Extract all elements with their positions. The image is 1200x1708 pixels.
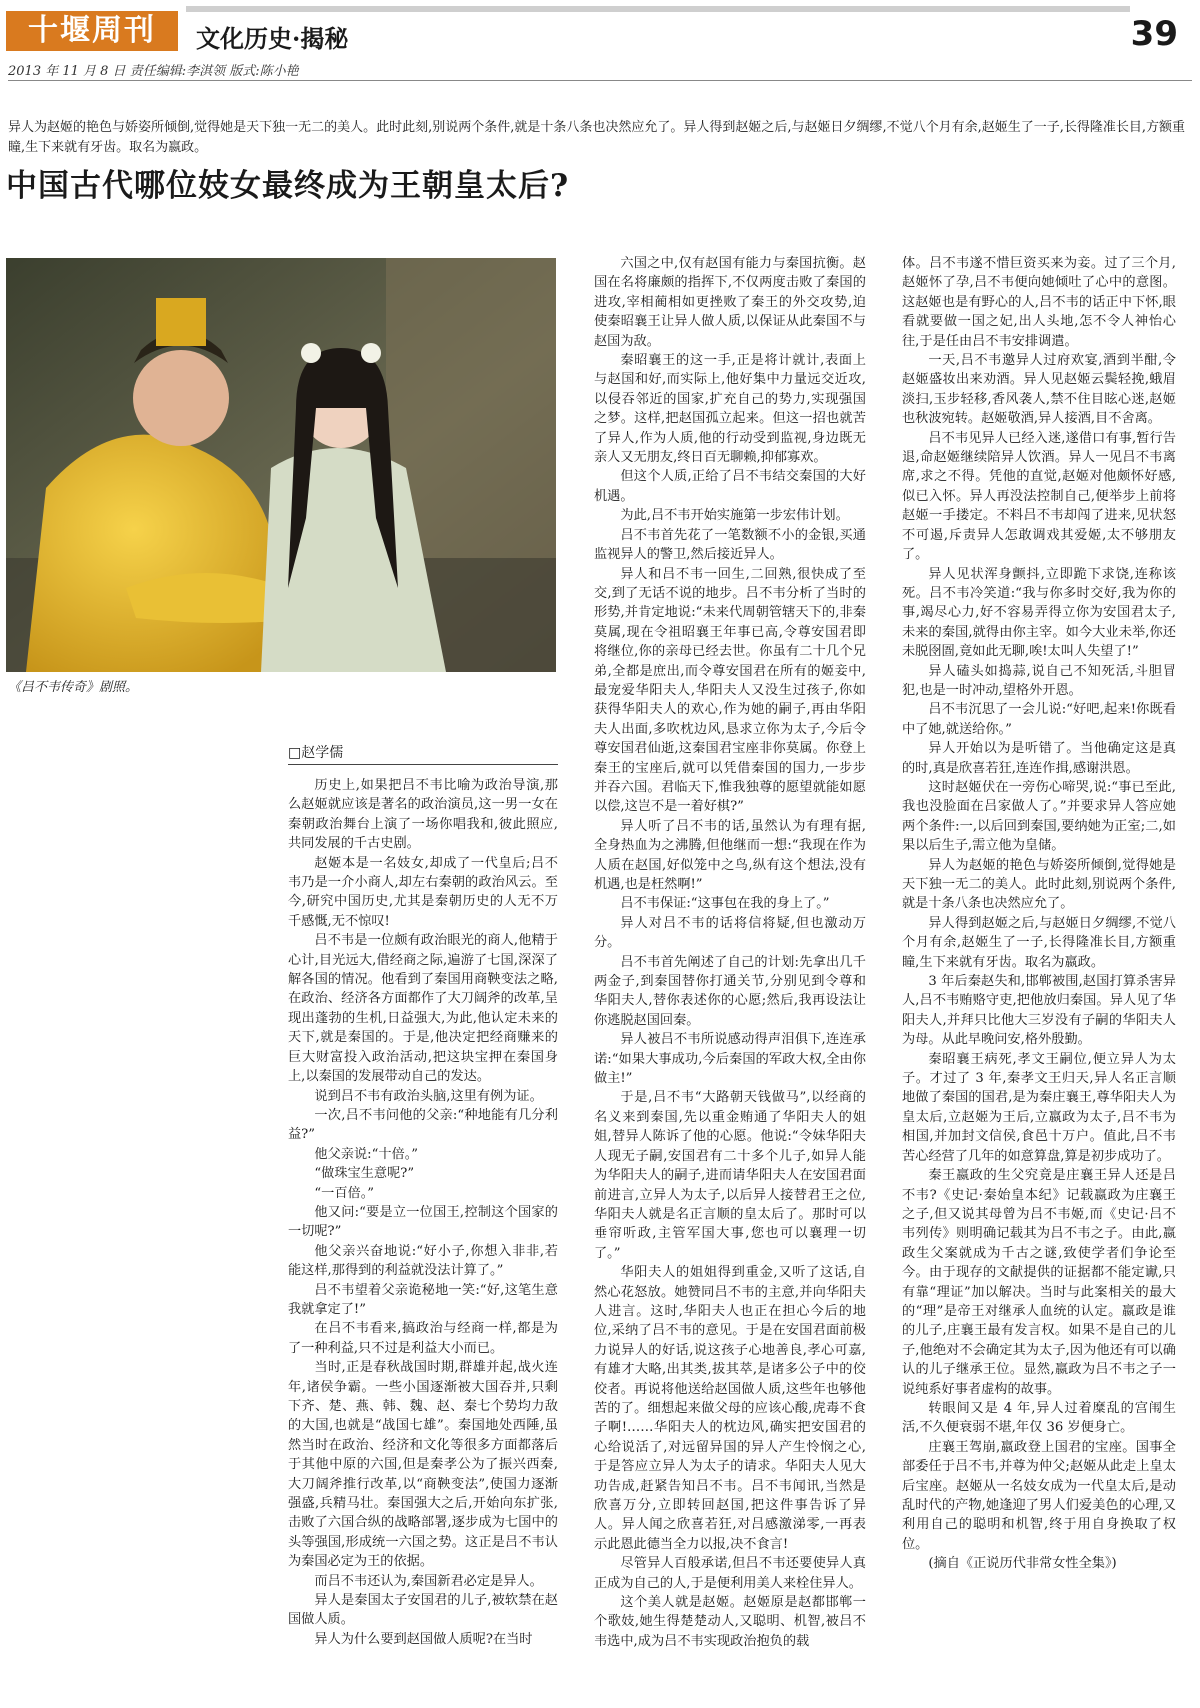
paragraph: 吕不韦首先阐述了自己的计划:先拿出几千两金子,到秦国替你打通关节,分别见到令尊和华阳夫人,替你表述你的心愿;然后,我再设法让你逃脱赵国回秦。 [594, 954, 866, 1028]
article-column-2 [594, 254, 866, 1704]
paragraph: 异人和吕不韦一回生,二回熟,很快成了至交,到了无话不说的地步。吕不韦分析了当时的形势,并肯定地说:“未来代周朝管辖天下的,非秦莫属,现在令祖昭襄王年事已高,令尊安国君即将继位,你的亲母已经去世。你虽有二十几个兄弟,全都是庶出,而令尊安国君在所有的姬妾中,最宠爱华阳夫人,华阳夫人又没生过孩子,你如获得华阳夫人的欢心,作为她的嗣子,再由华阳夫人出面,多吹枕边风,恳求立你为太子,今后令尊安国君仙逝,这秦国君宝座非你莫属。你登上秦王的宝座后,就可以凭借秦国的国力,一步步并吞六国。君临天下,惟我独尊的愿望就能如愿以偿,这岂不是一着好棋?” [594, 566, 866, 815]
source-note: (摘自《正说历代非常女性全集》) [928, 1556, 1117, 1572]
paragraph: 于是,吕不韦“大路朝天钱做马”,以经商的名义来到秦国,先以重金贿通了华阳夫人的姐姐,替异人陈诉了他的心愿。他说:“令妹华阳夫人现无子嗣,安国君有二十多个儿子,如异人能为华阳夫人的嗣子,进而请华阳夫人在安国君面前进言,立异人为太子,以后异人接替君王之位,华阳夫人就是名正言顺的皇太后了。那时可以垂帘听政,主管军国大事,您也可以襄理一切了。” [594, 1090, 866, 1261]
header-rule [186, 6, 1130, 12]
headline: 中国古代哪位妓女最终成为王朝皇太后? [6, 168, 570, 204]
article-column-1 [288, 776, 558, 1704]
paragraph: 一天,吕不韦邀异人过府欢宴,酒到半酣,令赵姬盛妆出来劝酒。异人见赵姬云鬓轻挽,蛾眉淡扫,玉步轻移,香风袭人,禁不住目眩心迷,赵姬也秋波宛转。赵姬敬酒,异人接酒,目不舍离。 [902, 353, 1176, 427]
paragraph: 异人是秦国太子安国君的儿子,被软禁在赵国做人质。 [288, 1593, 558, 1628]
drama-still-photo [6, 258, 556, 672]
paragraph: 他父亲兴奋地说:“好小子,你想入非非,若能这样,那得到的利益就没法计算了。” [288, 1243, 558, 1279]
paragraph: 但这个人质,正给了吕不韦结交秦国的大好机遇。 [594, 469, 866, 504]
paragraph: 这个美人就是赵姬。赵姬原是赵都邯郸一个歌妓,她生得楚楚动人,又聪明、机智,被吕不韦选中,成为吕不韦实现政治抱负的载 [594, 1595, 866, 1649]
paragraph: 一次,吕不韦问他的父亲:“种地能有几分利益?” [288, 1107, 558, 1143]
paragraph: 秦昭襄王病死,孝文王嗣位,便立异人为太子。才过了 3 年,秦孝文王归天,异人名正言顺地做了秦国的国君,是为秦庄襄王,尊华阳夫人为皇太后,立赵姬为王后,立嬴政为太子,吕不韦为相国,并加封文信侯,食邑十万户。值此,吕不韦苦心经营了几年的如意算盘,算是初步成功了。 [902, 1051, 1176, 1164]
page-number: 39 [1130, 14, 1178, 54]
article-column-3 [902, 254, 1176, 1704]
paragraph: 当时,正是春秋战国时期,群雄并起,战火连年,诸侯争霸。一些小国逐渐被大国吞并,只剩下齐、楚、燕、韩、魏、赵、秦七个势均力敌的大国,也就是“战国七雄”。秦国地处西陲,虽然当时在政治、经济和文化等很多方面都落后于其他中原的六国,但是秦孝公为了振兴西秦,大刀阔斧推行改革,以“商鞅变法”,使国力逐渐强盛,兵精马壮。秦国强大之后,开始向东扩张,击败了六国合纵的战略部署,逐步成为七国中的头等强国,形成统一六国之势。这正是吕不韦认为秦国必定为王的依据。 [288, 1360, 558, 1570]
paragraph: 异人对吕不韦的话将信将疑,但也激动万分。 [594, 915, 866, 951]
paragraph: 秦王嬴政的生父究竟是庄襄王异人还是吕不韦?《史记·秦始皇本纪》记载嬴政为庄襄王之子,但又说其母曾为吕不韦姬,而《史记·吕不韦列传》则明确记载其为吕不韦之子。由此,嬴政生父案就成为千古之谜,致使学者们争论至今。由于现存的文献提供的证据都不能定谳,只有靠“理证”加以解决。当时与此案相关的最大的“理”是帝王对继承人血统的认定。嬴政是谁的儿子,庄襄王最有发言权。如果不是自己的儿子,他绝对不会确定其为太子,因为他还有可以确认的儿子继承王位。显然,嬴政为吕不韦之子一说纯系好事者虚构的故事。 [902, 1168, 1176, 1397]
paragraph: 为此,吕不韦开始实施第一步宏伟计划。 [620, 508, 849, 524]
paragraph: 异人见状浑身颤抖,立即跪下求饶,连称该死。吕不韦冷笑道:“我与你多时交好,我为你的事,竭尽心力,好不容易弄得立你为安国君太子,未来的秦国,就得由你主宰。如今大业未举,你还未脱囹圄,竟如此无聊,唉!太叫人失望了!” [902, 566, 1176, 660]
masthead [0, 0, 1200, 62]
paragraph: 庄襄王驾崩,嬴政登上国君的宝座。国事全部委任于吕不韦,并尊为仲父;赵姬从此走上皇太后宝座。赵姬从一名妓女成为一代皇太后,是动乱时代的产物,她逢迎了男人们爱美色的心理,又利用自己的聪明和机智,终于用自身换取了权位。 [902, 1439, 1176, 1552]
section-title: 文化历史·揭秘 [196, 24, 349, 53]
paragraph: 吕不韦是一位颇有政治眼光的商人,他精于心计,目光远大,借经商之际,遍游了七国,深深了解各国的情况。他看到了秦国用商鞅变法之略,在政治、经济各方面都作了大刀阔斧的改革,呈现出蓬勃的生机,日益强大,为此,他认定未来的天下,就是秦国的。于是,他决定把经商赚来的巨大财富投入政治活动,把这块宝押在秦国身上,以秦国的发展带动自己的发达。 [288, 933, 558, 1085]
intro-paragraph: 异人为赵姬的艳色与娇姿所倾倒,觉得她是天下独一无二的美人。此时此刻,别说两个条件,就是十条八条也决然应允了。异人得到赵姬之后,与赵姬日夕绸缪,不觉八个月有余,赵姬生了一子,长得隆准长目,方额重瞳,生下来就有牙齿。取名为嬴政。 [8, 120, 1186, 155]
paragraph: 吕不韦望着父亲诡秘地一笑:“好,这笔生意我就拿定了!” [288, 1282, 558, 1317]
paragraph: 尽管异人百般承诺,但吕不韦还要使异人真正成为自己的人,于是便利用美人来栓住异人。 [594, 1556, 866, 1591]
divider [8, 80, 1192, 81]
paragraph: 历史上,如果把吕不韦比喻为政治导演,那么赵姬就应该是著名的政治演员,这一男一女在秦朝政治舞台上演了一场你唱我和,彼此照应,共同发展的千古史剧。 [288, 778, 558, 852]
paragraph: 3 年后秦赵失和,邯郸被围,赵国打算杀害异人,吕不韦贿赂守吏,把他放归秦国。异人见了华阳夫人,并拜只比他大三岁没有子嗣的华阳夫人为母。从此早晚问安,格外殷勤。 [902, 974, 1176, 1048]
paragraph: 体。吕不韦遂不惜巨资买来为妾。过了三个月,赵姬怀了孕,吕不韦便向她倾吐了心中的意图。这赵姬也是有野心的人,吕不韦的话正中下怀,眼看就要做一国之妃,出人头地,怎不令人神怡心往,于是任由吕不韦安排调遣。 [902, 256, 1176, 349]
paragraph: 他又问:“要是立一位国王,控制这个国家的一切呢?” [288, 1204, 558, 1240]
paragraph: 说到吕不韦有政治头脑,这里有例为证。 [314, 1088, 543, 1104]
paragraph: 异人得到赵姬之后,与赵姬日夕绸缪,不觉八个月有余,赵姬生了一子,长得隆准长目,方额重瞳,生下来就有牙齿。取名为嬴政。 [902, 915, 1176, 970]
photo-caption: 《吕不韦传奇》剧照。 [8, 680, 139, 695]
paragraph: 而吕不韦还认为,秦国新君必定是异人。 [314, 1573, 543, 1589]
paragraph: 华阳夫人的姐姐得到重金,又听了这话,自然心花怒放。她赞同吕不韦的主意,并向华阳夫人进言。这时,华阳夫人也正在担心今后的地位,采纳了吕不韦的意见。于是在安国君面前极力说异人的好话,说这孩子心地善良,孝心可嘉,有雄才大略,出其类,拔其萃,是诸多公子中的佼佼者。再说将他送给赵国做人质,这些年也够他苦的了。细想起来做父母的应该心酸,虎毒不食子啊!……华阳夫人的枕边风,确实把安国君的心给说活了,对远留异国的异人产生怜悯之心,于是答应立异人为太子的请求。华阳夫人见大功告成,赶紧告知吕不韦。吕不韦闻讯,当然是欣喜万分,立即转回赵国,把这件事告诉了异人。异人闻之欣喜若狂,对吕感激涕零,一再表示此恩此德当全力以报,决不食言! [594, 1265, 866, 1552]
paragraph: 异人磕头如捣蒜,说自己不知死活,斗胆冒犯,也是一时冲动,望格外开恩。 [902, 663, 1176, 698]
paragraph: 这时赵姬伏在一旁伤心啼哭,说:“事已至此,我也没脸面在吕家做人了。”并要求异人答应她两个条件:一,以后回到秦国,要纳她为正室;二,如果以后生子,需立他为皇储。 [902, 779, 1176, 854]
paragraph: 吕不韦首先花了一笔数额不小的金银,买通监视异人的警卫,然后接近异人。 [594, 527, 866, 563]
paragraph: 吕不韦保证:“这事包在我的身上了。” [620, 896, 830, 912]
paragraph: 赵姬本是一名妓女,却成了一代皇后;吕不韦乃是一介小商人,却左右秦朝的政治风云。至今,研究中国历史,尤其是秦朝历史的人无不万千感慨,无不惊叹! [288, 855, 558, 929]
paragraph: 异人为什么要到赵国做人质呢?在当时 [314, 1631, 533, 1647]
paragraph: 在吕不韦看来,搞政治与经商一样,都是为了一种利益,只不过是利益大小而已。 [288, 1321, 558, 1356]
paragraph: 吕不韦沉思了一会儿说:“好吧,起来!你既看中了她,就送给你。” [902, 702, 1176, 737]
dateline: 2013 年 11 月 8 日 责任编辑:李淇领 版式:陈小艳 [8, 64, 299, 79]
paragraph: 异人被吕不韦所说感动得声泪俱下,连连承诺:“如果大事成功,今后秦国的军政大权,全由你做主!” [594, 1032, 866, 1087]
paragraph: 转眼间又是 4 年,异人过着糜乱的宫闱生活,不久便衰弱不堪,年仅 36 岁便身亡。 [902, 1400, 1176, 1436]
photo-illustration [6, 258, 556, 672]
byline: □赵学儒 [288, 742, 558, 765]
paragraph: 异人为赵姬的艳色与娇姿所倾倒,觉得她是天下独一无二的美人。此时此刻,别说两个条件,就是十条八条也决然应允了。 [902, 857, 1176, 912]
paragraph: “一百倍。” [314, 1185, 375, 1201]
paragraph: 异人听了吕不韦的话,虽然认为有理有据,全身热血为之沸腾,但他继而一想:“我现在作为人质在赵国,好似笼中之鸟,纵有这个想法,没有机遇,也是枉然啊!” [594, 818, 866, 892]
paragraph: 吕不韦见异人已经入迷,遂借口有事,暂行告退,命赵姬继续陪异人饮酒。异人一见吕不韦离席,求之不得。凭他的直觉,赵姬对他颇怀好感,似已入怀。异人再没法控制自己,便举步上前将赵姬一手搂定。不料吕不韦却闯了进来,见状怒不可遏,斥责异人怎敢调戏其爱姬,太不够朋友了。 [902, 430, 1176, 563]
paragraph: “做珠宝生意呢?” [314, 1166, 415, 1182]
paragraph: 六国之中,仅有赵国有能力与秦国抗衡。赵国在名将廉颇的指挥下,不仅两度击败了秦国的进攻,宰相蔺相如更挫败了秦王的外交攻势,迫使秦昭襄王让异人做人质,以保证从此秦国不与赵国为敌。 [594, 256, 866, 349]
paragraph: 异人开始以为是听错了。当他确定这是真的时,真是欣喜若狂,连连作揖,感谢洪恩。 [902, 741, 1176, 776]
paragraph: 他父亲说:“十倍。” [314, 1146, 419, 1162]
brand-logo: 十堰周刊 [6, 11, 178, 51]
paragraph: 秦昭襄王的这一手,正是将计就计,表面上与赵国和好,而实际上,他好集中力量远交近攻,以侵吞邻近的国家,扩充自己的势力,实现强国之梦。这样,把赵国孤立起来。但这一招也就苦了异人,作为人质,他的行动受到监视,身边既无亲人又无朋友,终日百无聊赖,抑郁寡欢。 [594, 353, 866, 466]
